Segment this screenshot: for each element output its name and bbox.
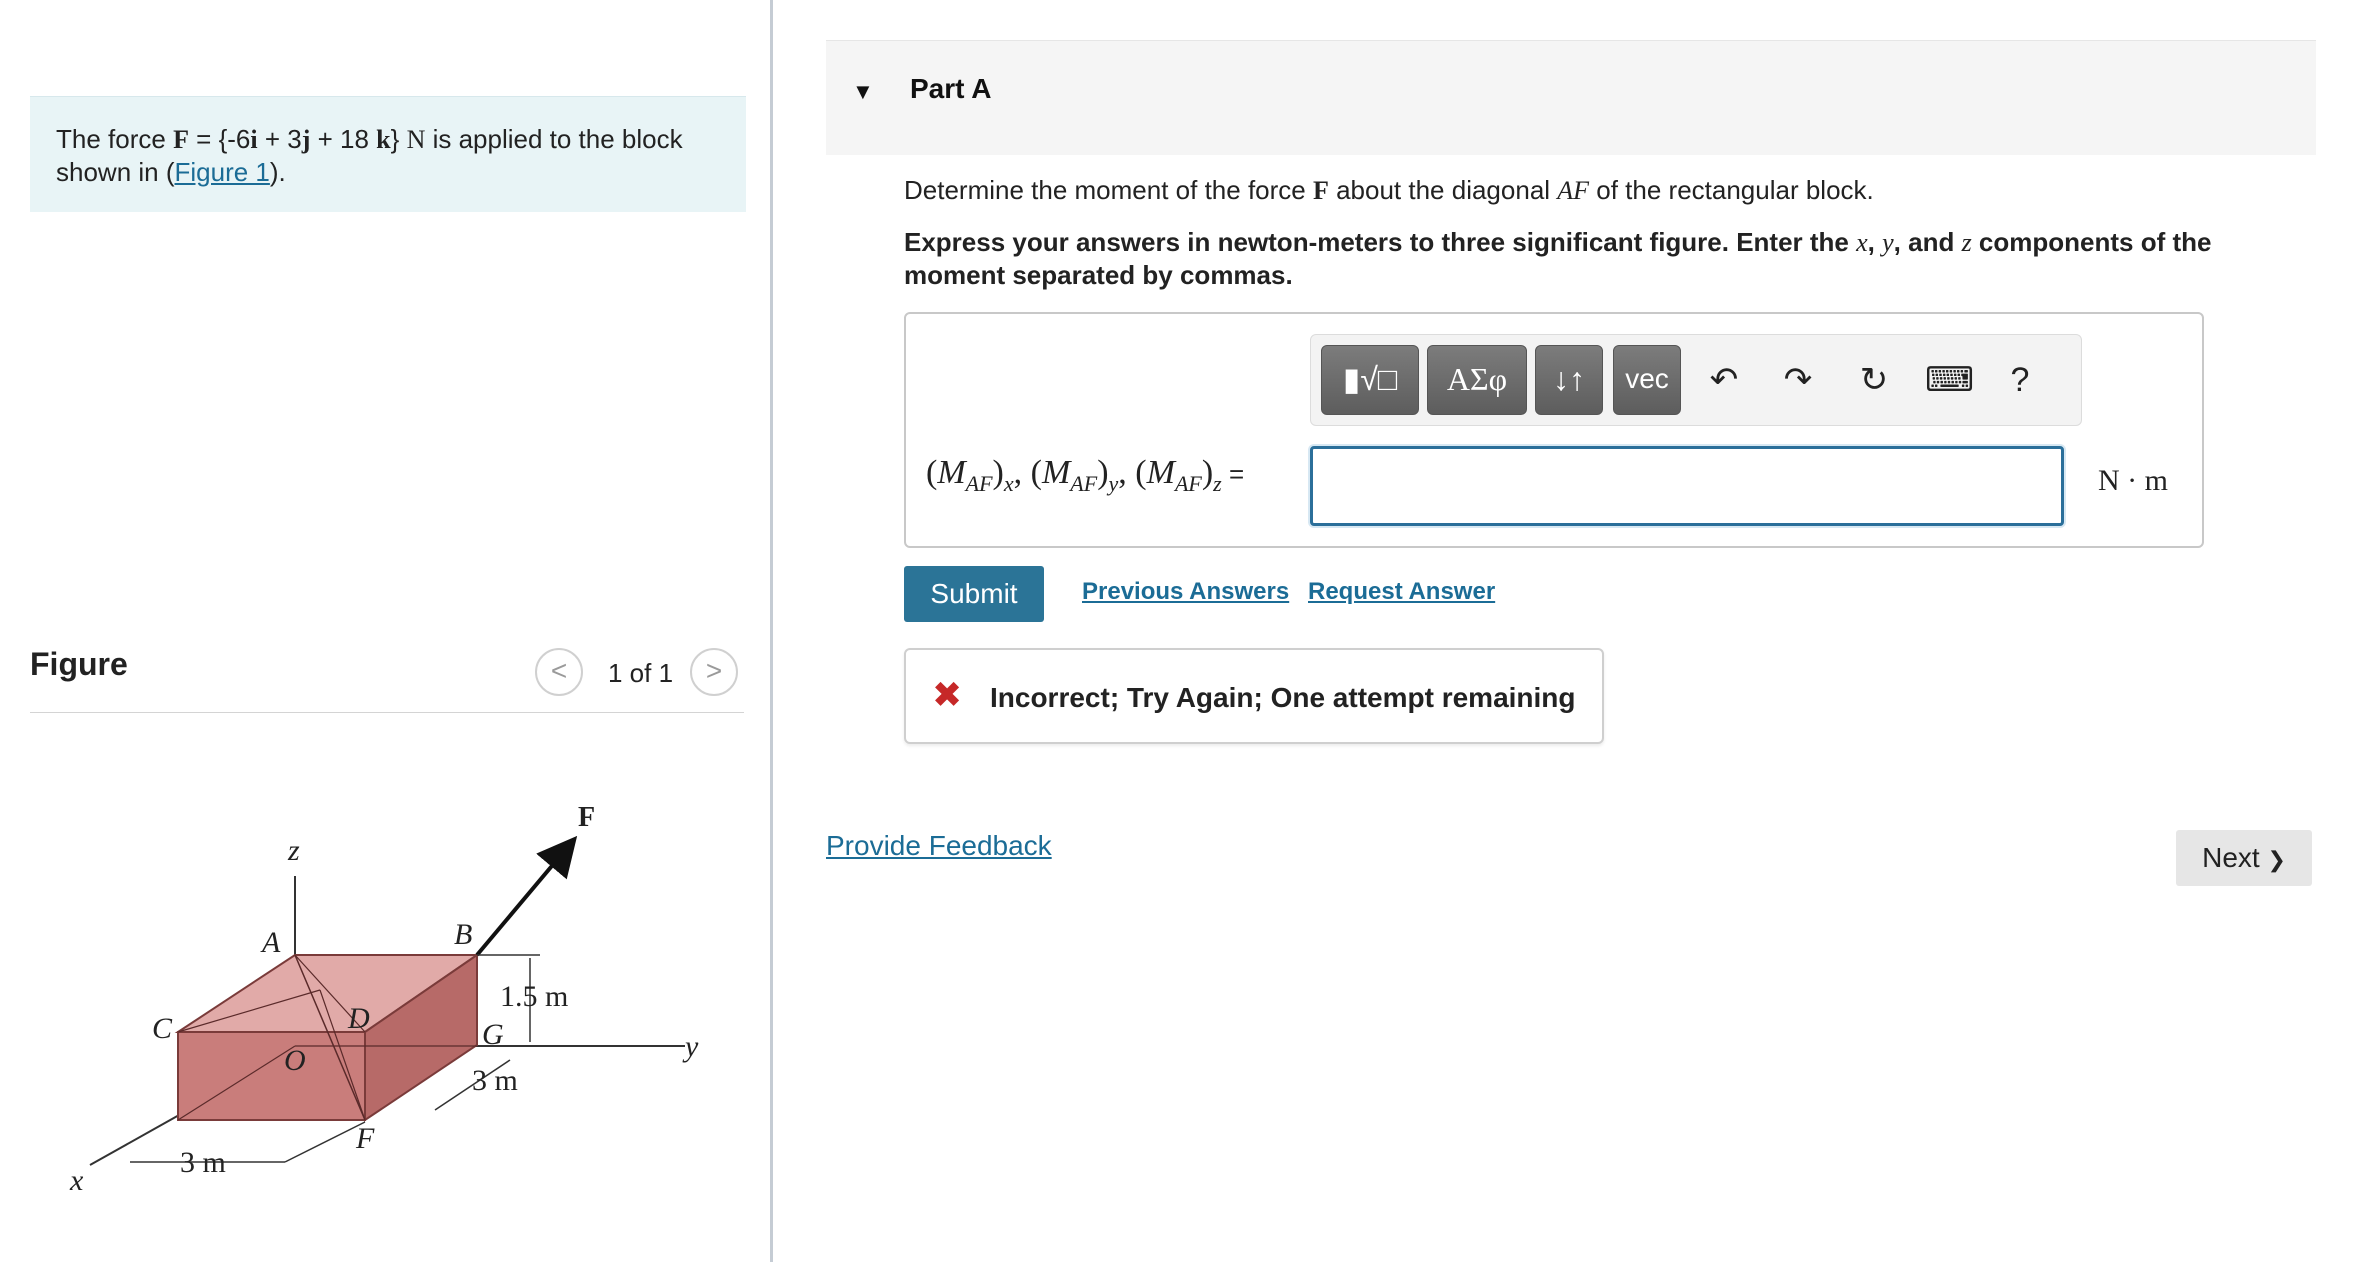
- templates-button[interactable]: ▮√□: [1321, 345, 1419, 415]
- question-text: [904, 172, 1874, 209]
- label-C: C: [152, 1012, 173, 1045]
- greek-symbols-button[interactable]: ΑΣφ: [1427, 345, 1527, 415]
- problem-unit: N: [406, 125, 426, 154]
- part-a-header[interactable]: [826, 40, 2316, 155]
- answer-units: N · m: [2098, 464, 2168, 497]
- next-button[interactable]: [2176, 830, 2312, 886]
- next-label: Next: [2202, 842, 2260, 873]
- answer-input[interactable]: [1310, 446, 2064, 526]
- problem-suffix: is applied to the block: [425, 124, 683, 154]
- dim-width-ext: [285, 1122, 365, 1162]
- sub-x: x: [1003, 470, 1014, 496]
- instruction-d: components of the moment separated by commas.: [904, 227, 2212, 290]
- problem-plus18: + 18: [310, 124, 377, 154]
- label-A: A: [262, 926, 281, 959]
- problem-statement: [30, 96, 746, 212]
- answer-label: $(M_{AF})_x$, $(M_{AF})_y$, $(M_{AF})_z$ =: [926, 454, 1245, 496]
- unit-vector-j: j: [301, 125, 311, 154]
- figure-counter: 1 of 1: [608, 658, 674, 688]
- dim-width-label: 3 m: [180, 1146, 226, 1179]
- sub-z: z: [1213, 470, 1222, 496]
- math-toolbar: [1310, 334, 2082, 426]
- sub-AF-x: AF: [965, 470, 993, 496]
- problem-close: }: [390, 124, 407, 154]
- reset-icon[interactable]: ↻: [1859, 361, 1889, 399]
- question-suffix: of the rectangular block.: [1589, 175, 1874, 205]
- sub-AF-y: AF: [1070, 470, 1098, 496]
- label-force-F: F: [578, 802, 596, 833]
- instruction-y: y: [1882, 228, 1894, 257]
- label-F-point: F: [356, 1122, 375, 1155]
- sep-2: ,: [1118, 454, 1136, 491]
- provide-feedback-link[interactable]: Provide Feedback: [826, 830, 1052, 861]
- feedback-message: Incorrect; Try Again; One attempt remaining: [990, 682, 1576, 713]
- request-answer-link[interactable]: Request Answer: [1308, 578, 1496, 605]
- figure-title: Figure: [30, 646, 128, 682]
- vector-button[interactable]: vec: [1613, 345, 1681, 415]
- unit-vector-i: i: [250, 125, 258, 154]
- label-B: B: [454, 918, 473, 951]
- sep-1: ,: [1013, 454, 1031, 491]
- pane-divider[interactable]: [770, 0, 773, 1262]
- label-z: z: [288, 834, 300, 867]
- problem-line2-suffix: ).: [269, 157, 286, 187]
- problem-prefix: The force: [56, 124, 174, 154]
- block-front-face: [178, 1032, 365, 1120]
- instruction-a: Express your answers in newton-meters to three significant figure. Enter the: [904, 227, 1857, 257]
- instruction-x: x: [1856, 228, 1868, 257]
- label-D: D: [348, 1002, 370, 1035]
- force-arrow: [477, 842, 572, 955]
- dim-height-label: 1.5 m: [500, 980, 569, 1013]
- chevron-left-icon[interactable]: <: [535, 648, 583, 696]
- help-icon[interactable]: ?: [2010, 361, 2030, 399]
- question-force: F: [1312, 176, 1329, 205]
- sub-y: y: [1108, 470, 1119, 496]
- problem-plus3: + 3: [257, 124, 302, 154]
- feedback-box: [904, 648, 1604, 744]
- question-diagonal: AF: [1557, 176, 1590, 205]
- force-symbol: F: [173, 125, 189, 154]
- figure-header: [30, 640, 744, 713]
- sub-AF-z: AF: [1174, 470, 1202, 496]
- figure-link[interactable]: Figure 1: [174, 157, 270, 187]
- moment-symbol-x: M: [937, 454, 966, 491]
- incorrect-x-icon: ✖: [932, 674, 963, 715]
- previous-answers-link[interactable]: Previous Answers: [1082, 578, 1290, 605]
- label-O: O: [284, 1044, 306, 1077]
- instruction-b: ,: [1867, 227, 1883, 257]
- label-G: G: [482, 1018, 504, 1051]
- instruction-text: [904, 226, 2304, 292]
- instruction-c: , and: [1893, 227, 1962, 257]
- instruction-z: z: [1961, 228, 1972, 257]
- keyboard-icon[interactable]: ⌨: [1925, 361, 1975, 399]
- answer-equals: =: [1221, 459, 1245, 489]
- collapse-triangle-icon[interactable]: ▼: [852, 79, 874, 104]
- question-mid: about the diagonal: [1328, 175, 1558, 205]
- moment-symbol-z: M: [1146, 454, 1175, 491]
- part-title: Part A: [910, 73, 992, 104]
- label-x: x: [70, 1164, 84, 1197]
- dim-depth-label: 3 m: [472, 1064, 518, 1097]
- submit-button[interactable]: Submit: [904, 566, 1044, 622]
- question-prefix: Determine the moment of the force: [904, 175, 1313, 205]
- answer-box: [904, 312, 2204, 548]
- undo-icon[interactable]: ↶: [1709, 361, 1739, 399]
- problem-equals: = {-6: [188, 124, 251, 154]
- redo-icon[interactable]: ↷: [1783, 361, 1813, 399]
- left-pane: [0, 0, 772, 1262]
- block-figure: [30, 780, 730, 1240]
- chevron-right-icon: ❯: [2267, 847, 2286, 872]
- chevron-right-icon[interactable]: >: [690, 648, 738, 696]
- moment-symbol-y: M: [1041, 454, 1071, 491]
- arrows-button[interactable]: ↓↑: [1535, 345, 1603, 415]
- unit-vector-k: k: [376, 125, 391, 154]
- label-y: y: [685, 1030, 699, 1063]
- problem-line2-prefix: shown in (: [56, 157, 175, 187]
